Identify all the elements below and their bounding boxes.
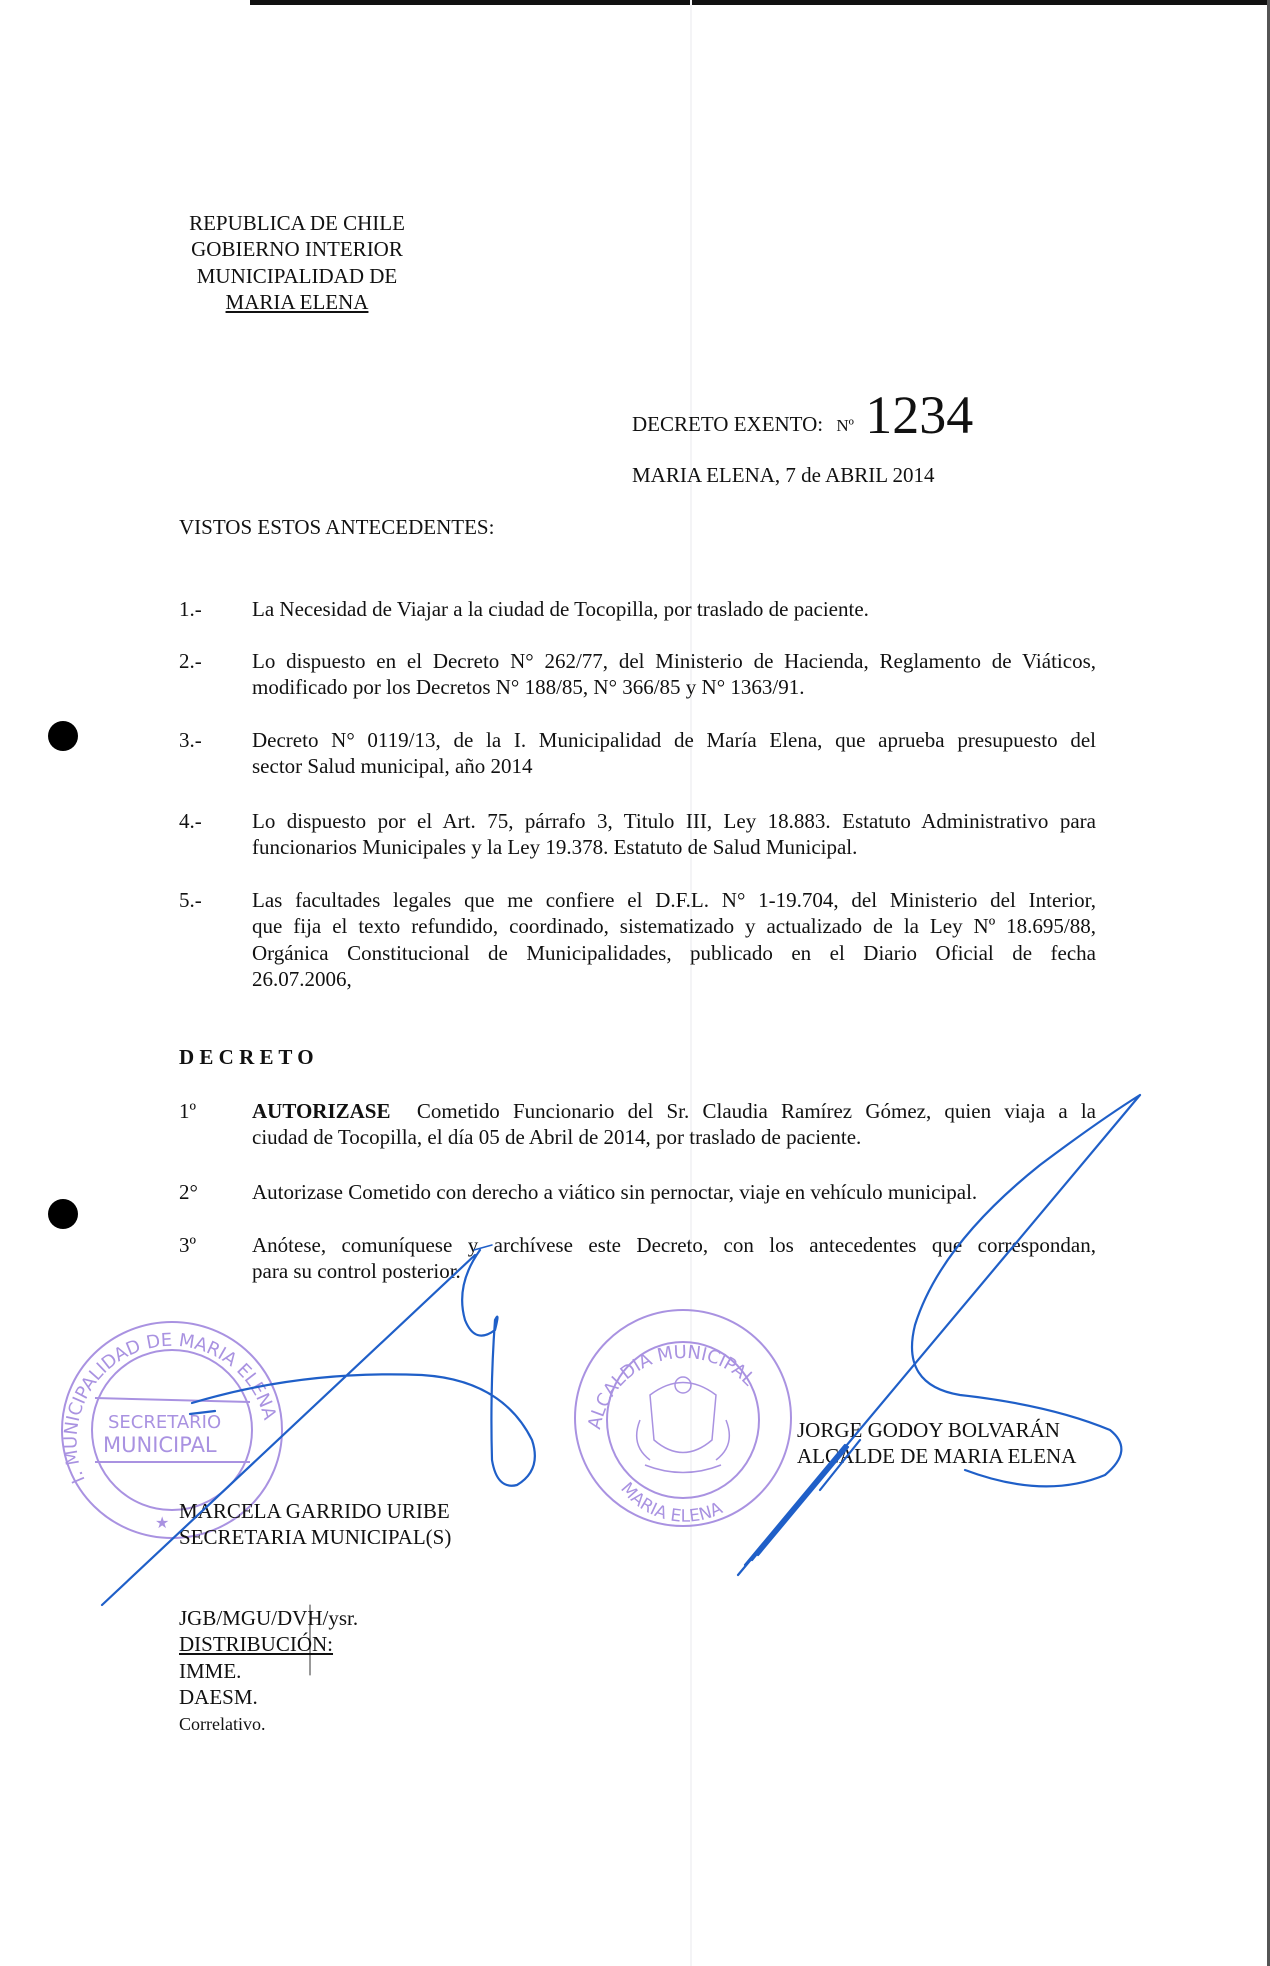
item-number: 5.- (179, 888, 202, 912)
stamp-ring-text: I. MUNICIPALIDAD DE MARIA ELENA (60, 1329, 281, 1487)
item-text: Anótese, comuníquese y archívese este Decreto, con los antecedentes que correspondan, (252, 1233, 1096, 1257)
number-sign: Nº (836, 416, 854, 435)
item-number: 1º (179, 1099, 197, 1123)
stamp-center-text: SECRETARIO (108, 1412, 222, 1433)
item-number: 4.- (179, 809, 202, 833)
mayor-signature (738, 1095, 1140, 1575)
decree-number: 1234 (865, 385, 974, 445)
letterhead-line: MUNICIPALIDAD DE (196, 263, 398, 288)
letterhead-line: MARIA ELENA (225, 290, 369, 315)
stamp-ring-text: ALCALDIA MUNICIPAL (584, 1341, 759, 1432)
item-text: Orgánica Constitucional de Municipalidades, publicado en el Diario Oficial de fecha (252, 940, 1096, 965)
mayor-title: ALCALDE DE MARIA ELENA (797, 1444, 1077, 1469)
letterhead-line: GOBIERNO INTERIOR (191, 237, 403, 262)
item-text: 26.07.2006, (252, 967, 352, 992)
stamp-ring-text: MARIA ELENA (616, 1478, 726, 1527)
secretary-name: MARCELA GARRIDO URIBE (179, 1499, 450, 1523)
item-text: funcionarios Municipales y la Ley 19.378. Estatuto de Salud Municipal. (252, 835, 858, 860)
vistos-title: VISTOS ESTOS ANTECEDENTES: (179, 515, 495, 539)
item-text: Lo dispuesto en el Decreto N° 262/77, del Ministerio de Hacienda, Reglamento de Viáticos, (252, 649, 1096, 673)
item-text: sector Salud municipal, año 2014 (252, 754, 533, 779)
decreto-title: D E C R E T O (179, 1045, 314, 1069)
item-text: La Necesidad de Viajar a la ciudad de Tocopilla, por traslado de paciente. (252, 597, 869, 621)
place-date: MARIA ELENA, 7 de ABRIL 2014 (632, 463, 935, 487)
item-text: Las facultades legales que me confiere el D.F.L. N° 1-19.704, del Ministerio del Interior, (252, 888, 1096, 912)
item-text: modificado por los Decretos N° 188/85, N° 366/85 y N° 1363/91. (252, 675, 805, 700)
item-text: ciudad de Tocopilla, el día 05 de Abril de 2014, por traslado de paciente. (252, 1125, 862, 1150)
item-text: que fija el texto refundido, coordinado, sistematizado y actualizado de la Ley Nº 18.695/88, (252, 914, 1096, 939)
item-number: 1.- (179, 597, 202, 621)
star-icon: ★ (155, 1515, 170, 1532)
item-number: 2° (179, 1180, 198, 1204)
item-text: Cometido Funcionario del Sr. Claudia Ramírez Gómez, quien viaja a la (390, 1099, 1096, 1123)
stamp-center-text: MUNICIPAL (103, 1433, 217, 1457)
item-number: 3.- (179, 728, 202, 752)
secretary-title: SECRETARIA MUNICIPAL(S) (179, 1525, 452, 1550)
reference-initials: JGB/MGU/DVH/ysr. (179, 1606, 359, 1630)
item-text: Autorizase Cometido con derecho a viático sin pernoctar, viaje en vehículo municipal. (252, 1180, 978, 1204)
item-text: para su control posterior. (252, 1259, 461, 1284)
mayor-name: JORGE GODOY BOLVARÁN (797, 1418, 1060, 1442)
footer (179, 1605, 358, 1737)
distribution-label: DISTRIBUCIÓN: (179, 1632, 334, 1657)
item-number: 3º (179, 1233, 197, 1257)
secretary-signature (102, 1250, 535, 1605)
recipient: Correlativo. (179, 1713, 266, 1734)
item-text: Decreto N° 0119/13, de la I. Municipalidad de María Elena, que aprueba presupuesto del (252, 728, 1096, 752)
item-bold-verb: AUTORIZASE (252, 1099, 391, 1123)
recipient: DAESM. (179, 1685, 258, 1710)
item-text: Lo dispuesto por el Art. 75, párrafo 3, Titulo III, Ley 18.883. Estatuto Administrativo para (252, 809, 1096, 833)
letterhead-line: REPUBLICA DE CHILE (189, 211, 405, 235)
recipient: IMME. (179, 1658, 242, 1683)
decree-label: DECRETO EXENTO: (632, 412, 824, 436)
item-number: 2.- (179, 649, 202, 673)
